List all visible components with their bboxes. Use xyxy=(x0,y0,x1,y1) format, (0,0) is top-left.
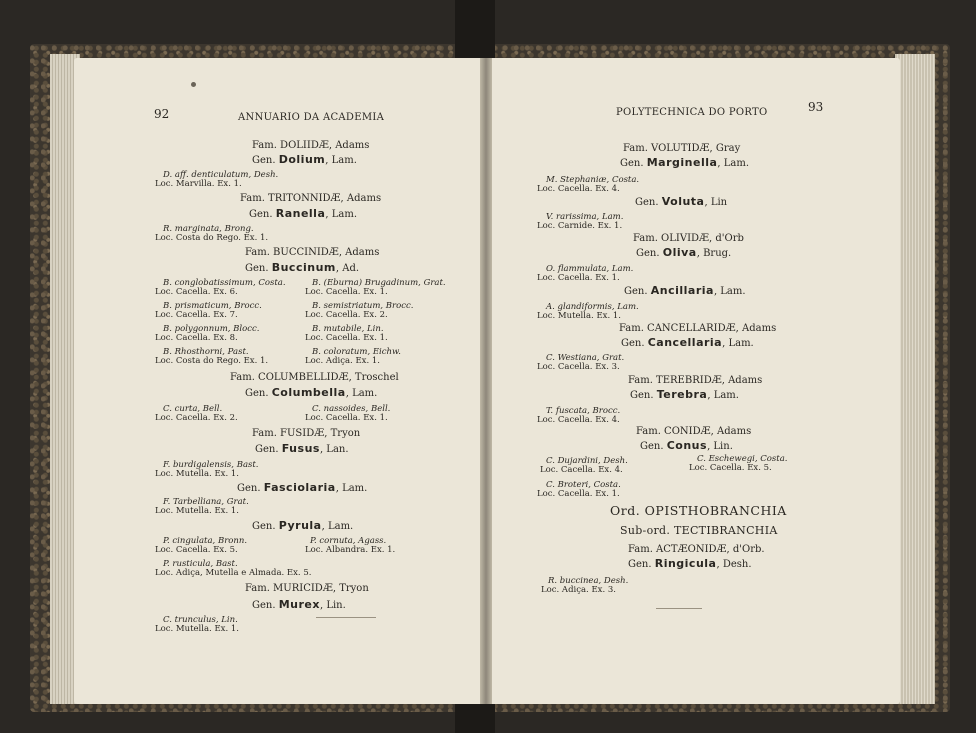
genus-heading: Gen. Conus, Lin. xyxy=(640,439,733,452)
species-name: R. buccinea, Desh. xyxy=(548,576,629,586)
species-name: C. Broteri, Costa. xyxy=(546,480,621,490)
species-name: F. burdigalensis, Bast. xyxy=(163,460,259,470)
locality-line: Loc. Adiça, Mutella e Almada. Ex. 5. xyxy=(155,568,312,578)
locality-line: Loc. Albandra. Ex. 1. xyxy=(305,545,396,555)
species-name: P. rusticula, Bast. xyxy=(163,559,238,569)
species-name: R. marginata, Brong. xyxy=(163,224,254,234)
species-name: B. coloratum, Eichw. xyxy=(312,347,401,357)
locality-line: Loc. Cacella. Ex. 4. xyxy=(537,184,620,194)
locality-line: Loc. Marvilla. Ex. 1. xyxy=(155,179,242,189)
order-heading: Ord. OPISTHOBRANCHIA xyxy=(610,503,787,518)
separator-rule xyxy=(656,608,702,609)
species-name: P. cornuta, Agass. xyxy=(310,536,387,546)
locality-line: Loc. Cacella. Ex. 1. xyxy=(305,413,388,423)
species-name: M. Stephaniæ, Costa. xyxy=(546,175,640,185)
locality-line: Loc. Mutella. Ex. 1. xyxy=(155,469,239,479)
species-name: B. prismaticum, Brocc. xyxy=(163,301,262,311)
family-heading: Fam. CANCELLARIDÆ, Adams xyxy=(619,323,777,334)
species-name: C. curta, Bell. xyxy=(163,404,223,414)
page-edge-right xyxy=(895,54,935,704)
locality-line: Loc. Cacella. Ex. 4. xyxy=(540,465,623,475)
species-name: B. (Eburna) Brugadinum, Grat. xyxy=(312,278,446,288)
species-name: F. Tarbelliana, Grat. xyxy=(163,497,249,507)
family-heading: Fam. TEREBRIDÆ, Adams xyxy=(628,375,763,386)
species-name: B. Rhosthorni, Past. xyxy=(163,347,249,357)
locality-line: Loc. Cacella. Ex. 7. xyxy=(155,310,238,320)
species-name: B. polygonnum, Blocc. xyxy=(163,324,260,334)
family-heading: Fam. MURICIDÆ, Tryon xyxy=(245,583,369,594)
genus-heading: Gen. Ringicula, Desh. xyxy=(628,557,752,570)
family-heading: Fam. FUSIDÆ, Tryon xyxy=(252,428,361,439)
family-heading: Fam. TRITONNIDÆ, Adams xyxy=(240,193,382,204)
locality-line: Loc. Costa do Rego. Ex. 1. xyxy=(155,356,269,366)
right-running-head: POLYTECHNICA DO PORTO xyxy=(616,107,768,118)
locality-line: Loc. Carnide. Ex. 1. xyxy=(537,221,623,231)
genus-heading: Gen. Murex, Lin. xyxy=(252,598,346,611)
locality-line: Loc. Cacella. Ex. 1. xyxy=(305,287,388,297)
left-page-number: 92 xyxy=(154,107,170,121)
locality-line: Loc. Cacella. Ex. 6. xyxy=(155,287,238,297)
species-name: T. fuscata, Brocc. xyxy=(546,406,621,416)
locality-line: Loc. Adiça. Ex. 1. xyxy=(305,356,380,366)
species-name: C. Eschewegi, Costa. xyxy=(697,454,788,464)
genus-heading: Gen. Cancellaria, Lam. xyxy=(621,336,754,349)
genus-heading: Gen. Dolium, Lam. xyxy=(252,153,357,166)
right-page-number: 93 xyxy=(808,100,824,114)
locality-line: Loc. Mutella. Ex. 1. xyxy=(155,506,239,516)
locality-line: Loc. Mutella. Ex. 1. xyxy=(537,311,621,321)
species-name: O. flammulata, Lam. xyxy=(546,264,634,274)
locality-line: Loc. Cacella. Ex. 4. xyxy=(537,415,620,425)
species-name: C. nassoides, Bell. xyxy=(312,404,391,414)
book-gutter xyxy=(480,58,492,704)
genus-heading: Gen. Pyrula, Lam. xyxy=(252,519,354,532)
species-name: V. rarissima, Lam. xyxy=(546,212,624,222)
species-name: C. Dujardini, Desh. xyxy=(546,456,628,466)
genus-heading: Gen. Oliva, Brug. xyxy=(636,246,732,259)
spine-bottom xyxy=(455,704,495,733)
suborder-heading: Sub-ord. TECTIBRANCHIA xyxy=(620,524,778,537)
species-name: A. glandiformis, Lam. xyxy=(546,302,639,312)
family-heading: Fam. COLUMBELLIDÆ, Troschel xyxy=(230,372,399,383)
species-name: C. trunculus, Lin. xyxy=(163,615,238,625)
genus-heading: Gen. Fasciolaria, Lam. xyxy=(237,481,368,494)
separator-rule xyxy=(316,617,376,618)
locality-line: Loc. Cacella. Ex. 1. xyxy=(537,273,620,283)
locality-line: Loc. Cacella. Ex. 5. xyxy=(155,545,238,555)
locality-line: Loc. Cacella. Ex. 2. xyxy=(155,413,238,423)
species-name: B. semistriatum, Brocc. xyxy=(312,301,414,311)
family-heading: Fam. OLIVIDÆ, d'Orb xyxy=(633,233,744,244)
left-running-head: ANNUARIO DA ACADEMIA xyxy=(238,112,385,123)
species-name: P. cingulata, Bronn. xyxy=(163,536,248,546)
species-name: C. Westiana, Grat. xyxy=(546,353,625,363)
ink-spot xyxy=(191,82,196,87)
genus-heading: Gen. Fusus, Lan. xyxy=(255,442,349,455)
locality-line: Loc. Cacella. Ex. 5. xyxy=(689,463,772,473)
species-name: D. aff. denticulatum, Desh. xyxy=(163,170,279,180)
genus-heading: Gen. Voluta, Lin xyxy=(635,195,728,208)
species-name: B. conglobatissimum, Costa. xyxy=(163,278,286,288)
locality-line: Loc. Mutella. Ex. 1. xyxy=(155,624,239,634)
locality-line: Loc. Cacella. Ex. 1. xyxy=(537,489,620,499)
locality-line: Loc. Cacella. Ex. 8. xyxy=(155,333,238,343)
genus-heading: Gen. Ancillaria, Lam. xyxy=(624,284,746,297)
locality-line: Loc. Adiça. Ex. 3. xyxy=(541,585,616,595)
genus-heading: Gen. Columbella, Lam. xyxy=(245,386,378,399)
locality-line: Loc. Costa do Rego. Ex. 1. xyxy=(155,233,269,243)
genus-heading: Gen. Terebra, Lam. xyxy=(630,388,739,401)
family-heading: Fam. VOLUTIDÆ, Gray xyxy=(623,143,741,154)
genus-heading: Gen. Ranella, Lam. xyxy=(249,207,357,220)
locality-line: Loc. Cacella. Ex. 1. xyxy=(305,333,388,343)
family-heading: Fam. DOLIIDÆ, Adams xyxy=(252,140,370,151)
genus-heading: Gen. Marginella, Lam. xyxy=(620,156,750,169)
locality-line: Loc. Cacella. Ex. 2. xyxy=(305,310,388,320)
spine-top xyxy=(455,0,495,58)
genus-heading: Gen. Buccinum, Ad. xyxy=(245,261,360,274)
family-heading: Fam. CONIDÆ, Adams xyxy=(636,426,752,437)
family-heading: Fam. BUCCINIDÆ, Adams xyxy=(245,247,380,258)
family-heading: Fam. ACTÆONIDÆ, d'Orb. xyxy=(628,544,765,555)
species-name: B. mutabile, Lin. xyxy=(312,324,384,334)
locality-line: Loc. Cacella. Ex. 3. xyxy=(537,362,620,372)
